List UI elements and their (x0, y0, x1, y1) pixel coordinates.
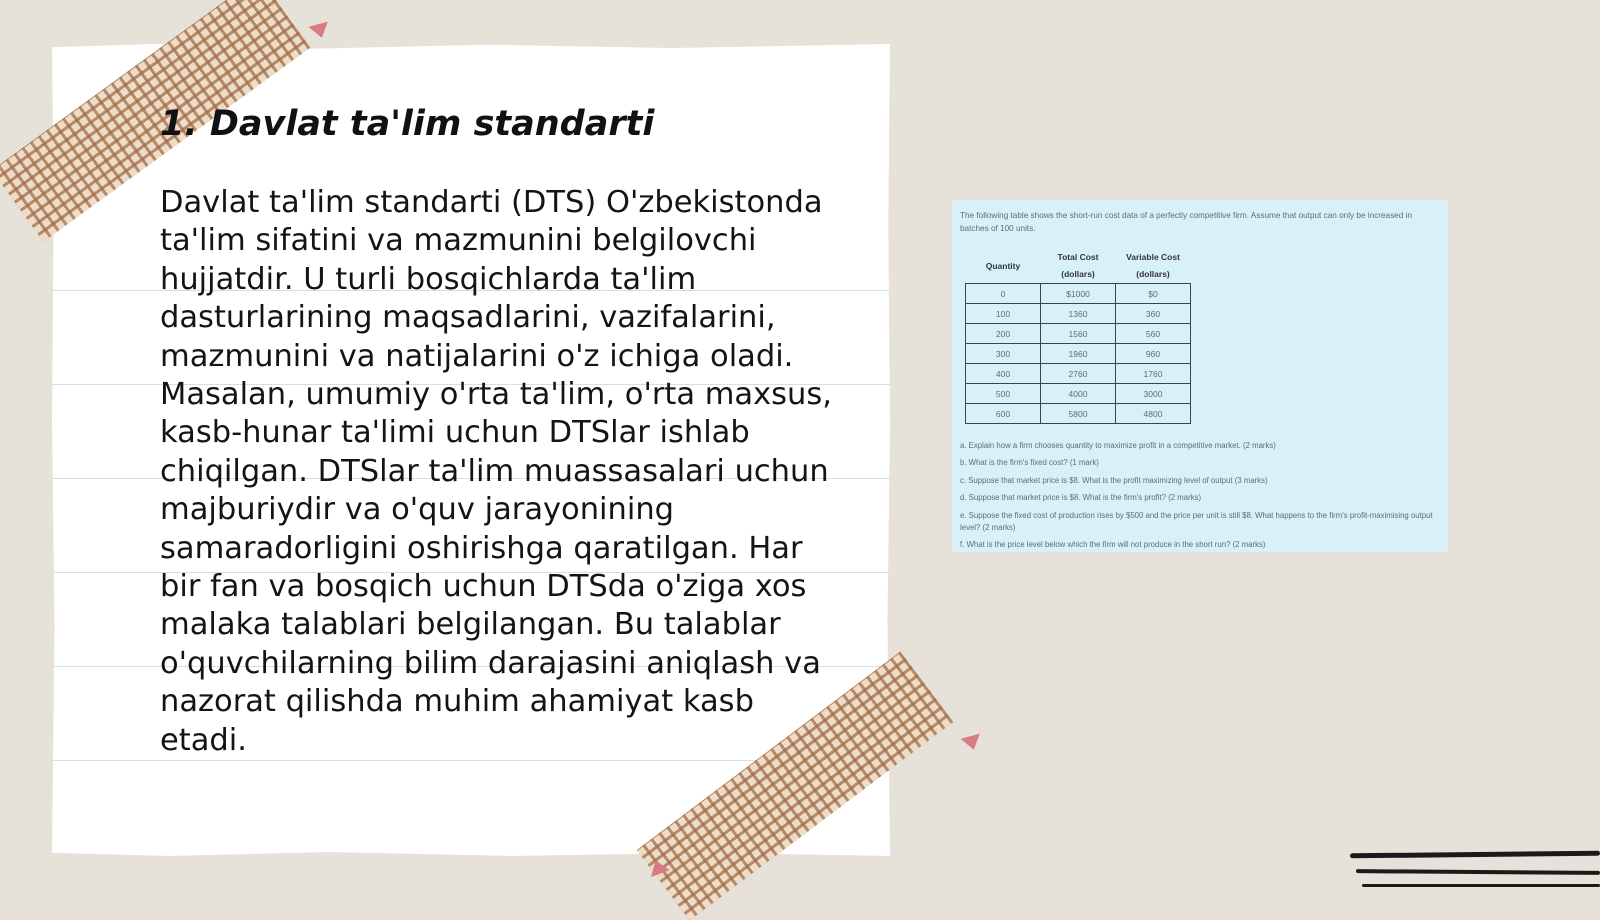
cell-variable-cost: 960 (1116, 344, 1191, 364)
table-row (966, 324, 1191, 344)
tape-tab-icon (309, 22, 332, 41)
table-header-quantity: Quantity (985, 260, 1021, 271)
cell-quantity: 500 (966, 384, 1041, 404)
cell-variable-cost: 560 (1116, 324, 1191, 344)
cell-total-cost: 2760 (1041, 364, 1116, 384)
cell-variable-cost: 4800 (1116, 404, 1191, 424)
brush-stroke (1362, 884, 1600, 887)
question-item: f. What is the price level below which the firm will not produce in the short run? (2 marks) (960, 539, 1266, 549)
tape-tab-icon (961, 734, 984, 753)
worksheet-image (952, 200, 1448, 552)
cell-quantity: 100 (966, 304, 1041, 324)
cell-quantity: 200 (966, 324, 1041, 344)
question-item: b. What is the firm's fixed cost? (1 mark) (960, 458, 1099, 468)
cell-quantity: 600 (966, 404, 1041, 424)
question-item: c. Suppose that market price is $8. What is the profit maximizing level of output (3 marks) (960, 475, 1268, 485)
cell-variable-cost: $0 (1116, 284, 1191, 304)
question-item: e. Suppose the fixed cost of production rises by $500 and the price per unit is still $8. What happens to the firm's profit-maximising output level? (2 marks) (960, 510, 1433, 532)
cell-total-cost: 4000 (1041, 384, 1116, 404)
table-row (966, 404, 1191, 424)
worksheet-intro: The following table shows the short-run cost data of a perfectly competitive firm. Assume that output can only be increased in batches of 100 units. (960, 211, 1412, 233)
table-row (966, 304, 1191, 324)
cell-quantity: 400 (966, 364, 1041, 384)
slide-body-text: Davlat ta'lim standarti (DTS) O'zbekistonda ta'lim sifatini va mazmunini belgilovchi hujjatdir. U turli bosqichlarda ta'lim dasturlarining maqsadlarini, vazifalarini, mazmunini va natijalarini o'z ichiga oladi. Masalan, umumiy o'rta ta'lim, o'rta maxsus, kasb-hunar ta'limi uchun DTSlar ishlab chiqilgan. DTSlar ta'lim muassasalari uchun majburiydir va o'quv jarayonining samaradorligini oshirishga qaratilgan. Har bir fan va bosqich uchun DTSda o'ziga xos malaka talablari belgilangan. Bu talablar o'quvchilarning bilim darajasini aniqlash va nazorat qilishda muhim ahamiyat kasb etadi. (160, 185, 832, 758)
cell-total-cost: 5800 (1041, 404, 1116, 424)
table-row (966, 364, 1191, 384)
question-item: a. Explain how a firm chooses quantity to maximize profit in a competitive market. (2 marks) (960, 441, 1276, 450)
cell-total-cost: 1560 (1041, 324, 1116, 344)
slide-title: 1. Davlat ta'lim standarti (160, 104, 655, 144)
table-row (966, 384, 1191, 404)
cell-variable-cost: 3000 (1116, 384, 1191, 404)
cost-table (965, 249, 1191, 424)
cell-total-cost: 1960 (1041, 344, 1116, 364)
table-row (966, 284, 1191, 304)
cell-quantity: 0 (966, 284, 1041, 304)
cell-variable-cost: 1760 (1116, 364, 1191, 384)
worksheet-questions (960, 440, 1440, 551)
brush-stroke (1356, 869, 1600, 875)
cell-variable-cost: 360 (1116, 304, 1191, 324)
cell-total-cost: $1000 (1041, 284, 1116, 304)
cell-total-cost: 1360 (1041, 304, 1116, 324)
table-header-variable-cost: Variable Cost (dollars) (1126, 252, 1180, 279)
question-item: d. Suppose that market price is $8. What is the firm's profit? (2 marks) (960, 493, 1202, 503)
table-header-total-cost: Total Cost (dollars) (1057, 252, 1099, 279)
brush-stroke (1350, 851, 1600, 859)
table-row (966, 344, 1191, 364)
cell-quantity: 300 (966, 344, 1041, 364)
